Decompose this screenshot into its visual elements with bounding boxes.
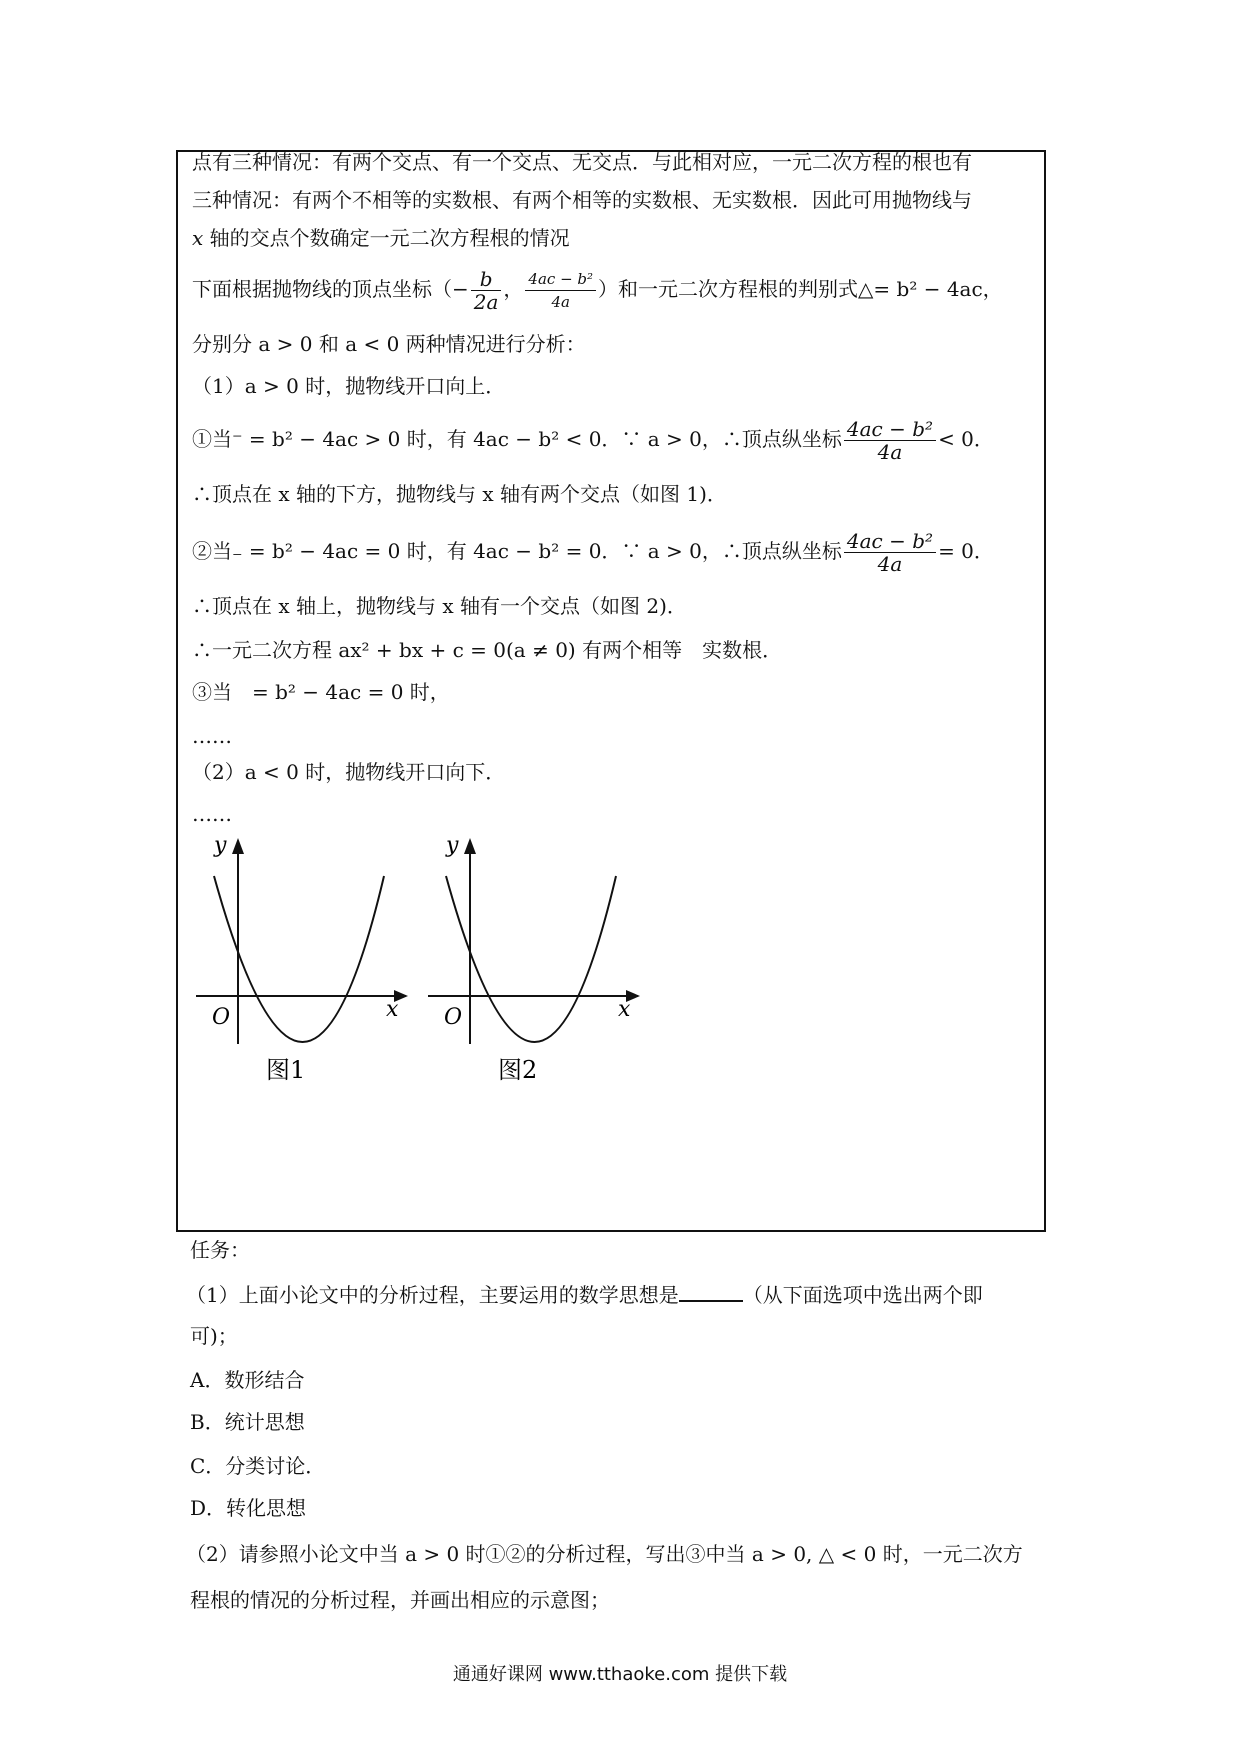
parabola-curve — [214, 876, 384, 1042]
x-label: x — [386, 997, 399, 1022]
option-c: C．分类讨论． — [190, 1454, 326, 1478]
figure-2-graph — [418, 828, 648, 1088]
case-1-item-1-text: ①当⁻ = b² − 4ac > 0 时，有 4ac − b² < 0．∵ a > 0，∴顶点纵坐标 — [192, 427, 842, 451]
essay-line-5: 分别分 a > 0 和 a < 0 两种情况进行分析： — [192, 332, 586, 356]
case-1-item-2-tail: = 0． — [938, 539, 994, 563]
case-1-item-2 — [192, 530, 994, 575]
task-q1-cont: 可)； — [190, 1324, 238, 1348]
option-d: D．转化思想 — [190, 1496, 307, 1520]
frac-num: 4ac − b² — [844, 530, 936, 553]
y-label: y — [446, 833, 459, 858]
figure-2 — [418, 828, 648, 1088]
y-arrow-icon — [232, 838, 244, 854]
neg-sign: − — [452, 277, 469, 301]
case-1-item-2-text: ②当₋ = b² − 4ac = 0 时，有 4ac − b² = 0．∵ a > 0，∴顶点纵坐标 — [192, 539, 842, 563]
case-1-item-1 — [192, 418, 994, 463]
figure-caption: 图1 — [266, 1056, 306, 1084]
option-b: B．统计思想 — [190, 1410, 305, 1434]
task-heading: 任务： — [190, 1238, 250, 1262]
essay-line-3 — [192, 224, 570, 252]
fraction-vertex-y-1 — [844, 418, 936, 463]
frac-den: 4a — [551, 293, 570, 311]
essay-box — [176, 150, 1046, 1232]
ellipsis-1: …… — [192, 724, 232, 748]
task-q1 — [186, 1280, 983, 1309]
fraction-vertex-y — [525, 268, 596, 313]
case-1-conclusion: ∴顶点在 x 轴的下方，抛物线与 x 轴有两个交点（如图 1)． — [192, 482, 727, 506]
var-x: x — [192, 226, 204, 250]
frac-den: 2a — [473, 290, 499, 314]
answer-blank[interactable] — [679, 1280, 743, 1302]
essay-line-1: 点有三种情况：有两个交点、有一个交点、无交点．与此相对应，一元二次方程的根也有 — [192, 150, 972, 174]
y-label: y — [214, 833, 227, 858]
case-2-conclusion: ∴顶点在 x 轴上，抛物线与 x 轴有一个交点（如图 2)． — [192, 594, 687, 618]
vertex-lead: 下面根据抛物线的顶点坐标（ — [192, 277, 452, 301]
option-a: A．数形结合 — [190, 1368, 305, 1392]
frac-num: 4ac − b² — [844, 418, 936, 441]
essay-line-2: 三种情况：有两个不相等的实数根、有两个相等的实数根、无实数根．因此可用抛物线与 — [192, 188, 972, 212]
task-q2-line-1: （2）请参照小论文中当 a > 0 时①②的分析过程，写出③中当 a > 0, △ < 0 时，一元二次方 — [186, 1542, 1023, 1566]
frac-num: b — [471, 268, 502, 291]
case-2-conclusion-2: ∴一元二次方程 ax² + bx + c = 0(a ≠ 0) 有两个相等 实数根． — [192, 638, 783, 662]
fraction-b-2a — [471, 268, 502, 313]
vertex-tail: ）和一元二次方程根的判别式△= b² − 4ac， — [598, 277, 1003, 301]
ellipsis-2: …… — [192, 802, 232, 826]
origin-label: O — [444, 1005, 463, 1030]
task-q2-line-2: 程根的情况的分析过程，并画出相应的示意图； — [190, 1588, 610, 1612]
parabola-curve — [446, 876, 616, 1042]
task-q1-text: （1）上面小论文中的分析过程，主要运用的数学思想是 — [186, 1283, 679, 1307]
case-1-item-3: ③当 = b² − 4ac = 0 时， — [192, 680, 450, 704]
case-1-item-1-tail: < 0． — [938, 427, 994, 451]
frac-den: 4a — [877, 440, 903, 464]
vertex-formula-line — [192, 268, 1003, 313]
frac-num: 4ac − b² — [525, 268, 596, 291]
fraction-vertex-y-2 — [844, 530, 936, 575]
figure-1-graph — [186, 828, 416, 1088]
origin-label: O — [212, 1005, 231, 1030]
x-label: x — [618, 997, 631, 1022]
task-q1-tail: （从下面选项中选出两个即 — [742, 1283, 983, 1307]
figure-1 — [186, 828, 416, 1088]
case-1-heading: （1）a > 0 时，抛物线开口向上． — [192, 374, 506, 398]
y-arrow-icon — [464, 838, 476, 854]
case-2-heading: （2）a < 0 时，抛物线开口向下． — [192, 760, 506, 784]
figure-caption: 图2 — [498, 1056, 538, 1084]
frac-den: 4a — [877, 552, 903, 576]
comma: ， — [503, 277, 524, 301]
essay-line-3-text: 轴的交点个数确定一元二次方程根的情况 — [209, 226, 570, 250]
footer-source: 通通好课网 www.tthaoke.com 提供下载 — [452, 1664, 788, 1685]
